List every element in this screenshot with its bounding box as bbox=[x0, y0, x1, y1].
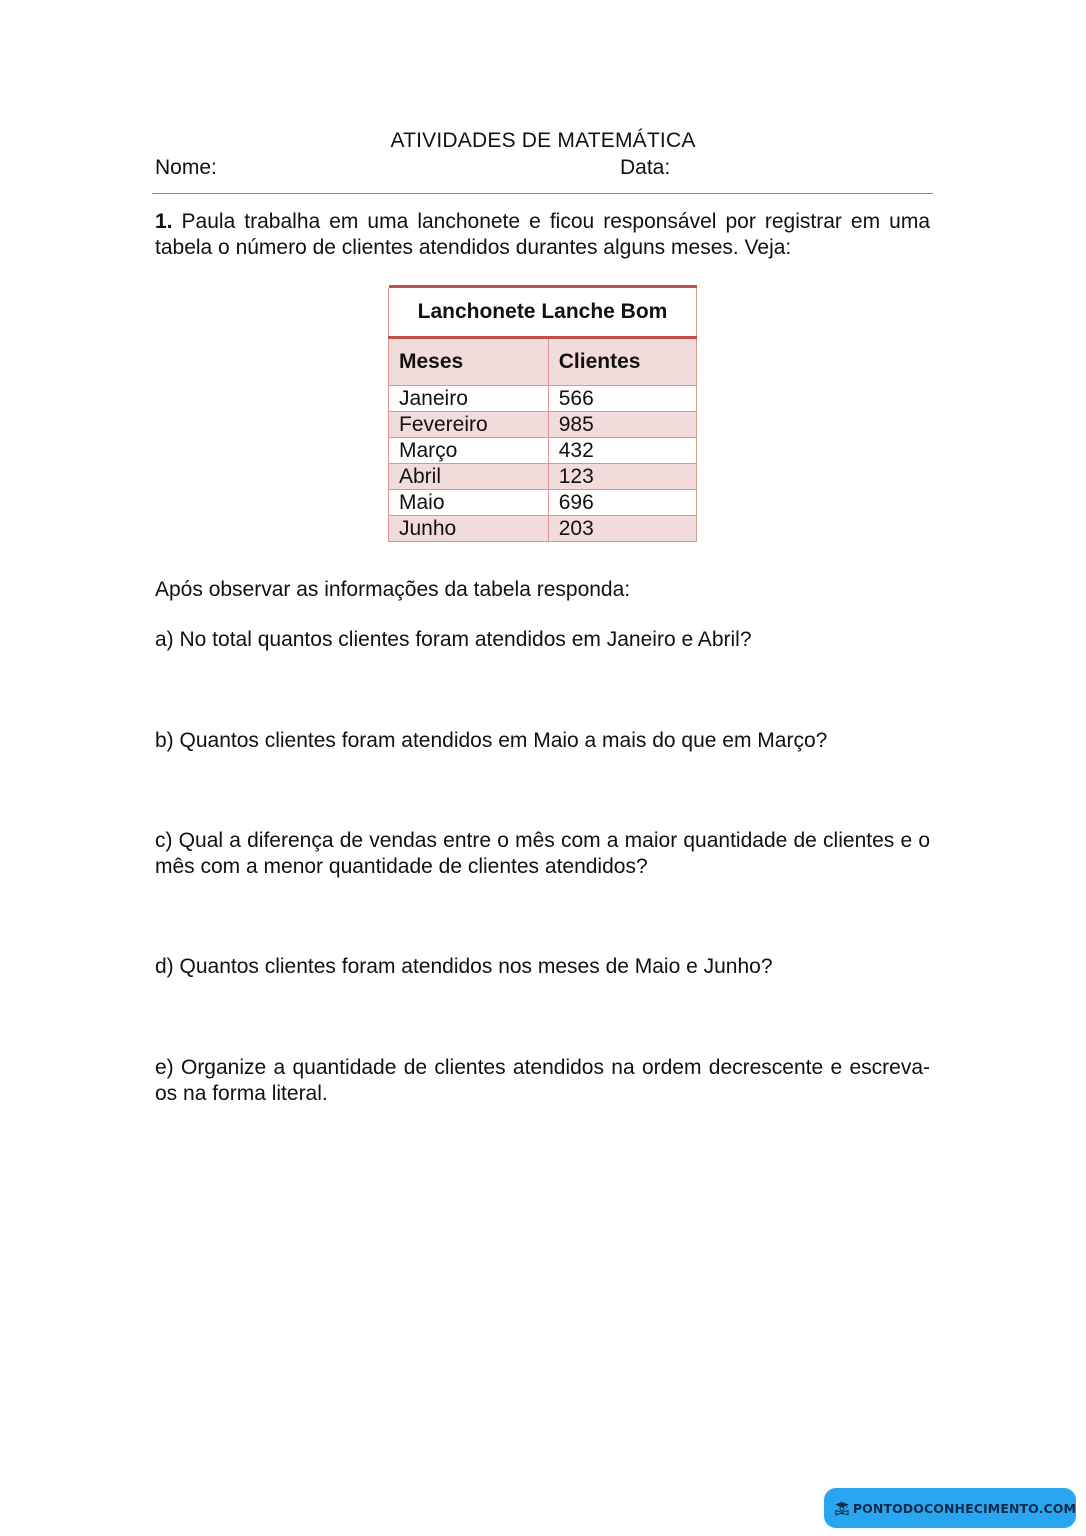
header-meses: Meses bbox=[389, 338, 549, 386]
site-watermark-badge bbox=[824, 1488, 1076, 1528]
cell-clientes: 432 bbox=[548, 438, 696, 464]
cell-clientes: 985 bbox=[548, 412, 696, 438]
table-caption-row bbox=[389, 288, 697, 338]
cell-clientes: 123 bbox=[548, 464, 696, 490]
table-row bbox=[389, 386, 697, 412]
cell-mes: Junho bbox=[389, 516, 549, 542]
cell-mes: Maio bbox=[389, 490, 549, 516]
question-b: b) Quantos clientes foram atendidos em Maio a mais do que em Março? bbox=[155, 729, 828, 752]
table-row bbox=[389, 516, 697, 542]
cell-clientes: 566 bbox=[548, 386, 696, 412]
question-c: c) Qual a diferença de vendas entre o mês com a maior quantidade de clientes e o mês com a menor quantidade de clientes atendidos? bbox=[155, 829, 930, 878]
cell-mes: Fevereiro bbox=[389, 412, 549, 438]
table-header-row bbox=[389, 338, 697, 386]
question-1-text bbox=[155, 209, 930, 261]
cell-mes: Abril bbox=[389, 464, 549, 490]
watermark-text: PONTODOCONHECIMENTO.COM bbox=[852, 1500, 1076, 1516]
header-clientes: Clientes bbox=[548, 338, 696, 386]
question-1-body: Paula trabalha em uma lanchonete e ficou responsável por registrar em uma tabela o número de clientes atendidos durantes alguns meses. Veja: bbox=[155, 210, 930, 259]
question-e: e) Organize a quantidade de clientes atendidos na ordem decrescente e escreva-os na forma literal. bbox=[155, 1056, 930, 1105]
table-caption: Lanchonete Lanche Bom bbox=[389, 288, 697, 338]
clients-table bbox=[388, 285, 697, 542]
table-row bbox=[389, 438, 697, 464]
page-title: ATIVIDADES DE MATEMÁTICA bbox=[390, 129, 696, 152]
table-row bbox=[389, 464, 697, 490]
cell-clientes: 203 bbox=[548, 516, 696, 542]
header-divider bbox=[152, 193, 933, 194]
cell-mes: Janeiro bbox=[389, 386, 549, 412]
instruction-text: Após observar as informações da tabela responda: bbox=[155, 578, 631, 601]
question-d: d) Quantos clientes foram atendidos nos meses de Maio e Junho? bbox=[155, 955, 773, 978]
table-row bbox=[389, 412, 697, 438]
question-a: a) No total quantos clientes foram atendidos em Janeiro e Abril? bbox=[155, 628, 752, 651]
table-row bbox=[389, 490, 697, 516]
nome-label: Nome: bbox=[155, 156, 217, 179]
cell-clientes: 696 bbox=[548, 490, 696, 516]
cell-mes: Março bbox=[389, 438, 549, 464]
data-label: Data: bbox=[620, 156, 671, 179]
graduation-reader-icon bbox=[834, 1495, 850, 1521]
question-1-number: 1. bbox=[155, 210, 173, 233]
